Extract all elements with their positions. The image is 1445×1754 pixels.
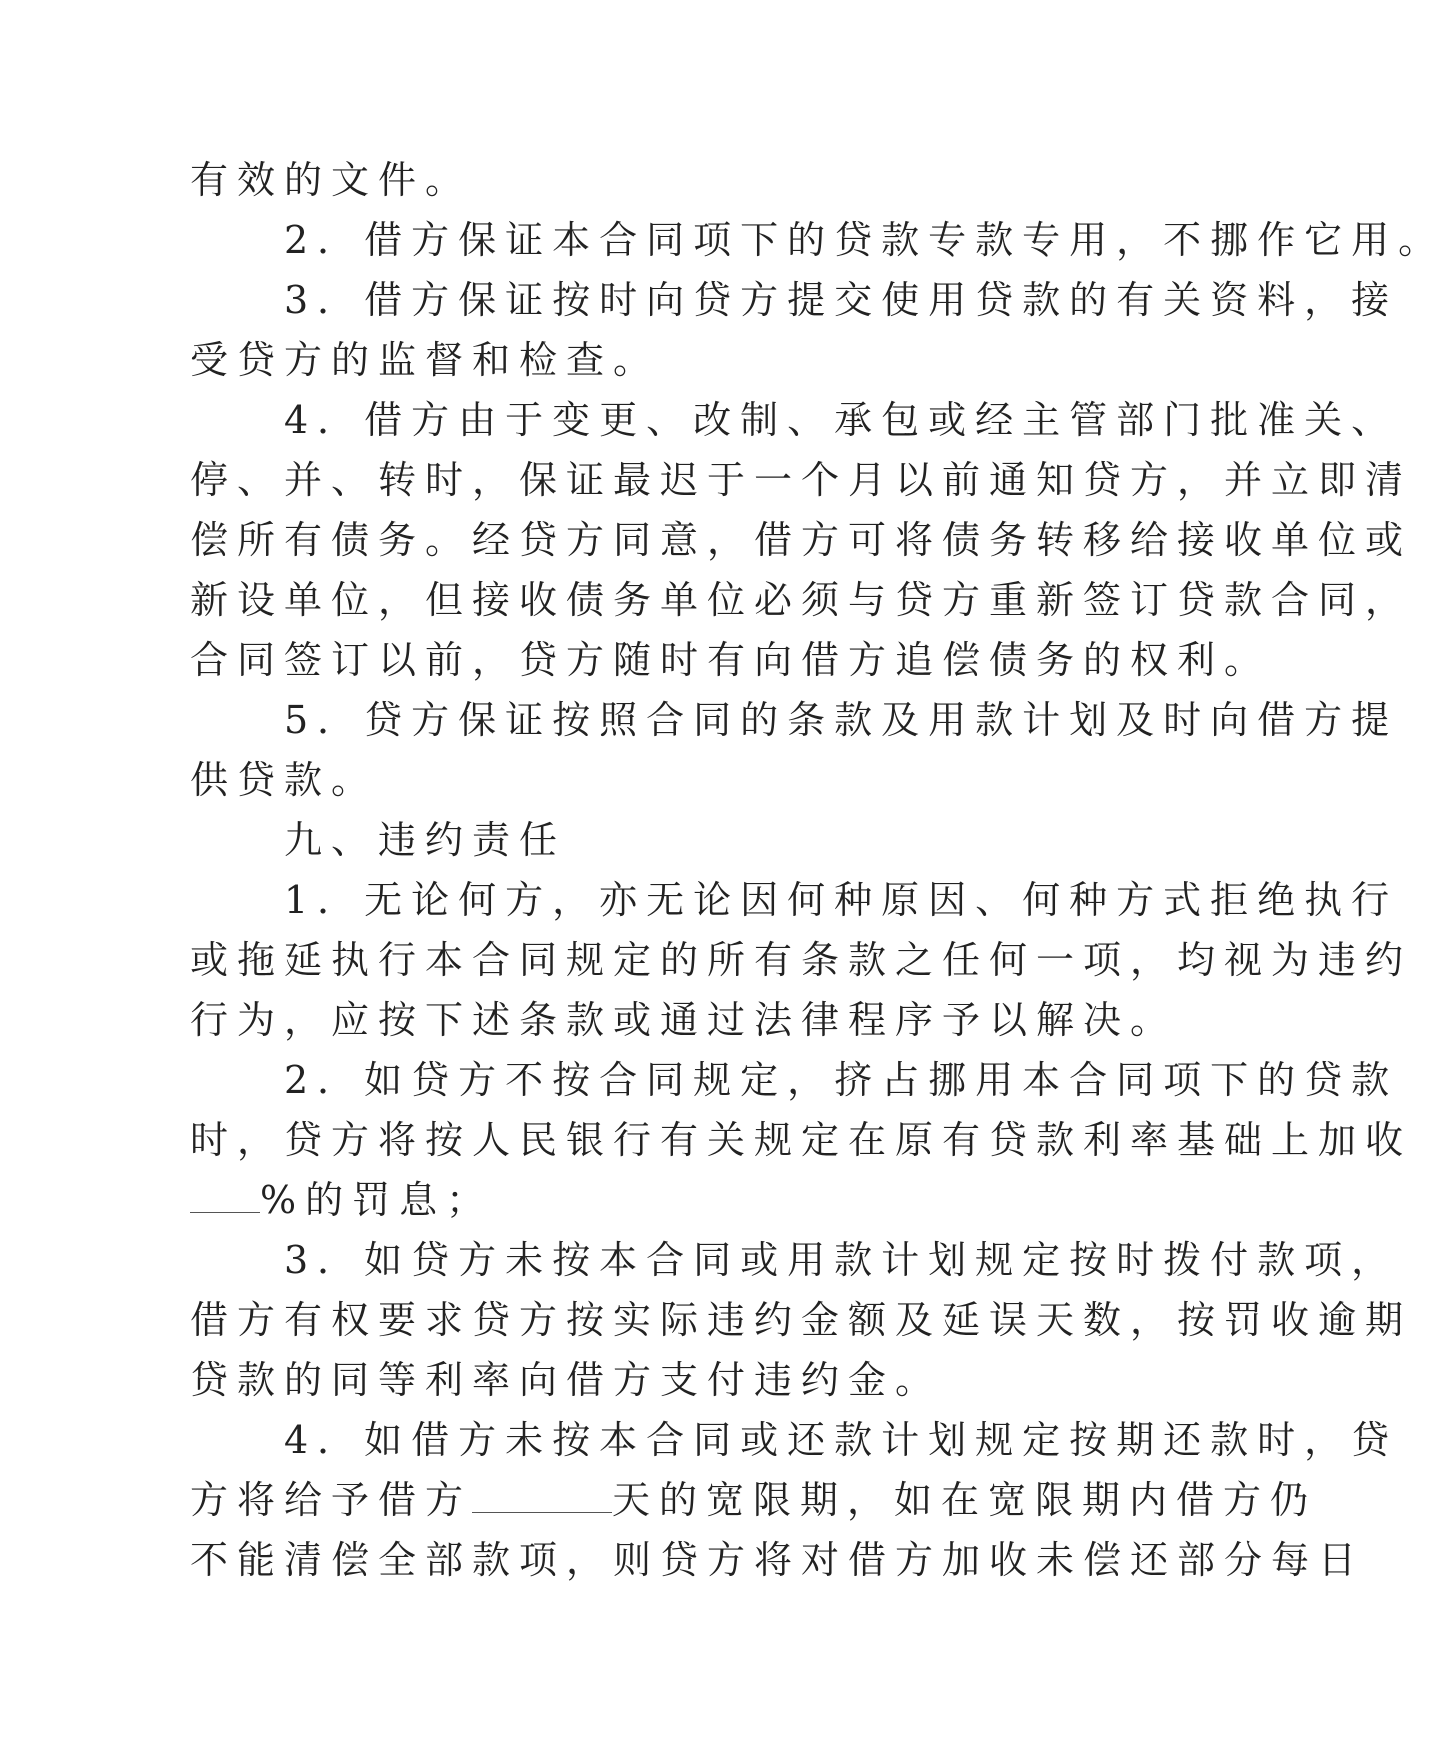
text-fragment: 天的宽限期，如在宽限期内借方仍 bbox=[612, 1478, 1318, 1522]
section-heading: 九、违约责任 bbox=[190, 818, 567, 862]
text-line: 2．借方保证本合同项下的贷款专款专用，不挪作它用。 bbox=[190, 218, 1445, 262]
text-line: 偿所有债务。经贷方同意，借方可将债务转移给接收单位或 bbox=[190, 518, 1413, 562]
fill-in-blank-days[interactable] bbox=[472, 1478, 612, 1513]
text-line: 借方有权要求贷方按实际违约金额及延误天数，按罚收逾期 bbox=[190, 1298, 1413, 1342]
text-line: 贷款的同等利率向借方支付违约金。 bbox=[190, 1358, 943, 1402]
text-line: 4．如借方未按本合同或还款计划规定按期还款时，贷 bbox=[190, 1418, 1399, 1462]
text-line bbox=[190, 1178, 493, 1222]
text-line: 2．如贷方不按合同规定，挤占挪用本合同项下的贷款 bbox=[190, 1058, 1399, 1102]
text-line: 供贷款。 bbox=[190, 758, 379, 802]
text-line: 1．无论何方，亦无论因何种原因、何种方式拒绝执行 bbox=[190, 878, 1399, 922]
text-line: 受贷方的监督和检查。 bbox=[190, 338, 661, 382]
text-fragment: %的罚息； bbox=[260, 1178, 494, 1222]
text-line bbox=[190, 1478, 1317, 1522]
text-line: 有效的文件。 bbox=[190, 158, 473, 202]
text-line: 合同签订以前，贷方随时有向借方追偿债务的权利。 bbox=[190, 638, 1272, 682]
text-line: 5．贷方保证按照合同的条款及用款计划及时向借方提 bbox=[190, 698, 1399, 742]
text-line: 3．借方保证按时向贷方提交使用贷款的有关资料，接 bbox=[190, 278, 1399, 322]
text-line: 停、并、转时，保证最迟于一个月以前通知贷方，并立即清 bbox=[190, 458, 1413, 502]
fill-in-blank-percent[interactable] bbox=[190, 1178, 260, 1213]
text-line: 或拖延执行本合同规定的所有条款之任何一项，均视为违约 bbox=[190, 938, 1413, 982]
text-line: 新设单位，但接收债务单位必须与贷方重新签订贷款合同， bbox=[190, 578, 1413, 622]
text-line: 3．如贷方未按本合同或用款计划规定按时拨付款项， bbox=[190, 1238, 1399, 1282]
text-fragment: 方将给予借方 bbox=[190, 1478, 473, 1522]
text-line: 行为，应按下述条款或通过法律程序予以解决。 bbox=[190, 998, 1178, 1042]
text-line: 不能清偿全部款项，则贷方将对借方加收未偿还部分每日 bbox=[190, 1538, 1366, 1582]
text-line: 时，贷方将按人民银行有关规定在原有贷款利率基础上加收 bbox=[190, 1118, 1413, 1162]
text-line: 4．借方由于变更、改制、承包或经主管部门批准关、 bbox=[190, 398, 1399, 442]
